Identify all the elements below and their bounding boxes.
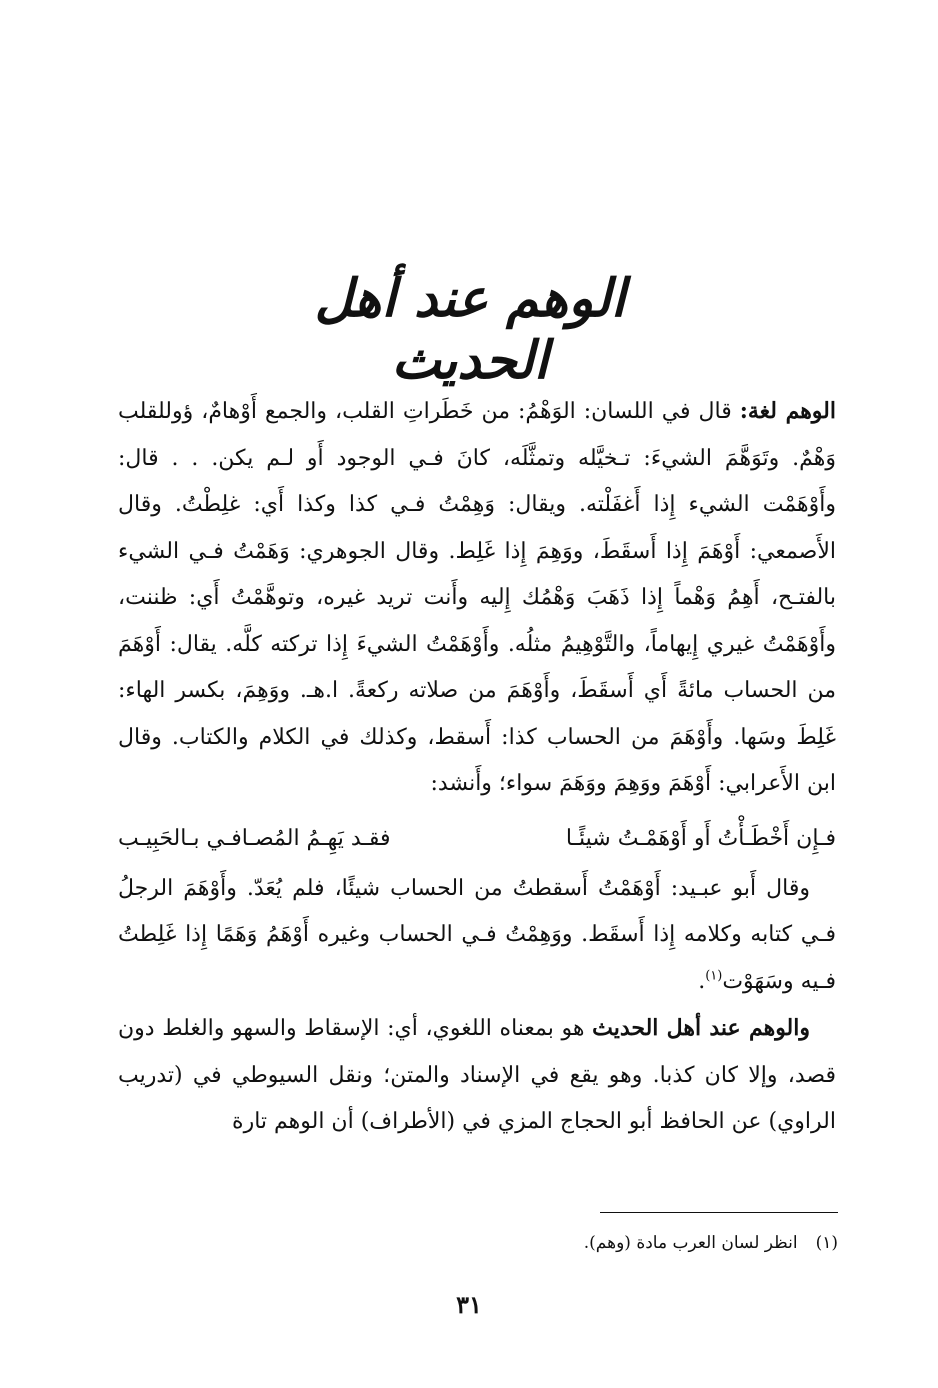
page-number: ٣١ [456, 1290, 482, 1319]
paragraph-end: . [698, 968, 706, 994]
paragraph-hadith-definition [118, 1005, 836, 1146]
footnote-number: (١) [815, 1233, 838, 1253]
chapter-title: الوهم عند أهل الحديث [314, 268, 626, 392]
paragraph-text: وقال أَبو عبـيد: أَوْهَمْتُ أَسقطتُ من الحساب شيئًا، فلم يُعَدّ. وأَوْهَمَ الرجلُ فـي كتابه وكلامه إِذا أَسقَط. ووَهِمْتُ فـي الحساب وغيره أَوْهَمُ وَهَمًا إِذا غَلِطتُ فـيه وسَهَوْت [118, 875, 836, 994]
footnote [400, 1228, 838, 1258]
verse-second-hemistich: فقـد يَهِـمُ المُصـافـي بـالحَبِيـب [118, 825, 391, 851]
paragraph-lexical-definition [118, 388, 836, 808]
term-heading: والوهم عند أهل الحديث [592, 1015, 810, 1041]
paragraph-text: قال في اللسان: الوَهْمُ: من خَطَراتِ القلب، والجمع أَوْهامٌ، ؤوللقلب وَهْمٌ. وتَوَهَّمَ الشيءَ: تـخيَّله وتمثَّلَه، كانَ فـي الوجود أَو لـم يكن. . . قال: وأَوْهَمْت الشيء إِذا أَغفَلْته. ويقال: وَهِمْتُ فـي كذا وكذا أَي: غلِطْتُ. وقال الأَصمعي: أَوْهَمَ إِذا أَسقَطَ، ووَهِمَ إِذا غَلِط. وقال الجوهري: وَهَمْتُ فـي الشيء بالفتـح، أَهِمُ وَهْماً إِذا ذَهَبَ وَهْمُك إِليه وأَنت تريد غيره، وتوهَّمْتُ أَي: ظننت، وأَوْهَمْتُ غيري إِيهاماً، والتَّوْهِيمُ مثلُه. وأَوْهَمْتُ الشيءَ إِذا تركته كلَّه. يقال: أَوْهَمَ من الحساب مائةً أَي أَسقَطَ، وأَوْهَمَ من صلاته ركعةً. ا.هـ. ووَهِمَ، بكسر الهاء: غَلِطَ وسَها. وأَوْهَمَ من الحساب كذا: أَسقط، وكذلك في الكلام والكتاب. وقال ابن الأَعرابي: أَوْهَمَ ووَهِمَ ووَهَمَ سواء؛ وأَنشد: [118, 399, 836, 796]
footnote-reference[interactable]: (١) [705, 968, 723, 984]
paragraph-text: هو بمعناه اللغوي، أي: الإسقاط والسهو والغلط دون قصد، وإلا كان كذبا. وهو يقع في الإسناد والمتن؛ ونقل السيوطي في (تدريب الراوي) عن الحافظ أبو الحجاج المزي في (الأطراف) أن الوهم تارة [118, 1016, 836, 1134]
term-heading: الوهم لغة: [739, 398, 836, 424]
verse-first-hemistich: فـإِن أَخْطَـأْتُ أَو أَوْهَمْـتُ شيئًـا [565, 825, 836, 851]
footnote-divider [600, 1212, 838, 1213]
footnote-text: انظر لسان العرب مادة (وهم). [583, 1233, 798, 1253]
paragraph-abu-ubaid [118, 866, 836, 1006]
poetry-verse [118, 812, 836, 866]
main-text [118, 388, 836, 1146]
